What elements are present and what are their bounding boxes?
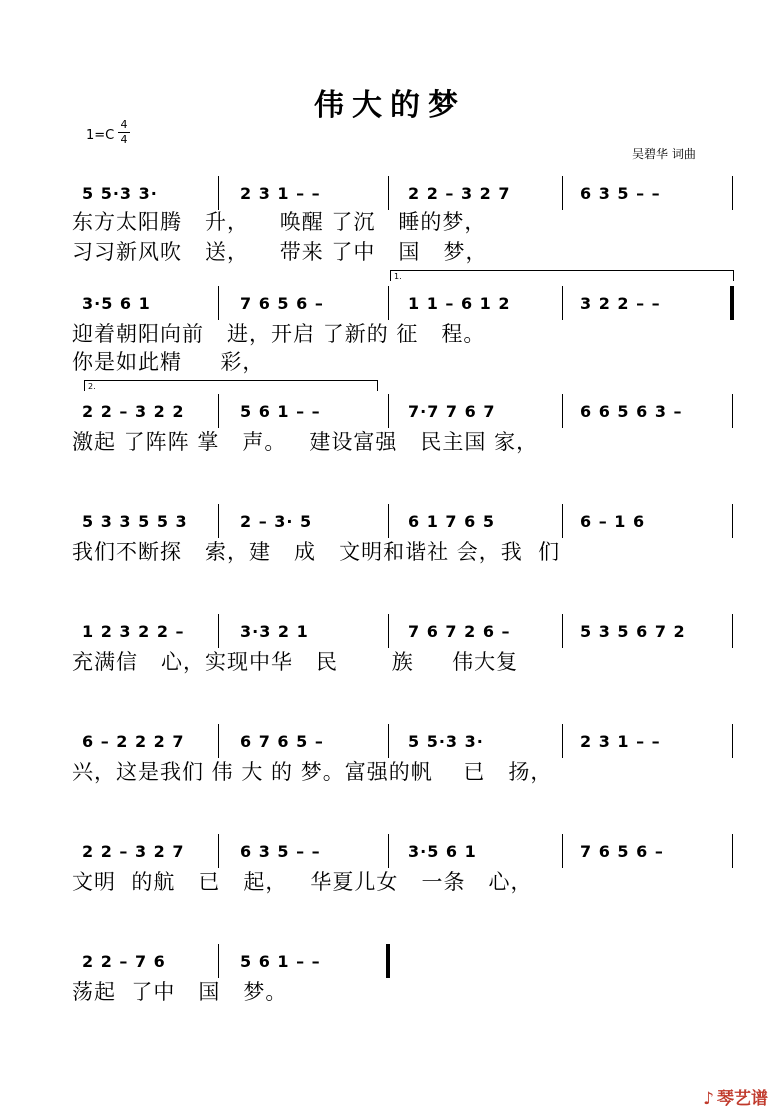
measure: 6 7 6 5 – <box>240 731 324 751</box>
measure: 2 3 1 – – <box>580 731 661 751</box>
site-logo <box>703 1084 768 1109</box>
barline <box>732 394 733 428</box>
measure: 2 – 3· 5 <box>240 511 313 531</box>
barline <box>388 394 389 428</box>
measure: 7 6 7 2 6 – <box>408 621 511 641</box>
barline <box>218 944 219 978</box>
barline <box>388 614 389 648</box>
measure: 5 5·3 3· <box>408 731 484 751</box>
measure: 2 3 1 – – <box>240 183 321 203</box>
barline <box>218 176 219 210</box>
barline <box>562 176 563 210</box>
barline <box>732 614 733 648</box>
barline <box>218 286 219 320</box>
lyric-line: 你是如此精 彩， <box>72 350 265 374</box>
barline <box>388 724 389 758</box>
barline <box>562 394 563 428</box>
volta-label: 2. <box>88 382 96 391</box>
volta-bracket-1 <box>390 270 734 281</box>
barline <box>218 504 219 538</box>
measure: 1 2 3 2 2 – <box>82 621 185 641</box>
volta-bracket-2 <box>84 380 378 391</box>
lyric-line: 荡起 了中 国 梦。 <box>72 980 288 1004</box>
lyric-line: 习习新风吹 送， 带来 了中 国 梦， <box>72 240 488 264</box>
measure: 5 5·3 3· <box>82 183 158 203</box>
measure: 5 3 3 5 5 3 <box>82 511 188 531</box>
barline <box>388 286 389 320</box>
meter-numerator: 4 <box>120 118 128 131</box>
measure: 6 3 5 – – <box>580 183 661 203</box>
measure: 5 6 1 – – <box>240 951 321 971</box>
repeat-barline <box>730 286 734 320</box>
barline <box>732 176 733 210</box>
measure: 6 – 2 2 2 7 <box>82 731 185 751</box>
measure: 2 2 – 7 6 <box>82 951 166 971</box>
barline <box>218 834 219 868</box>
measure: 5 3 5 6 7 2 <box>580 621 686 641</box>
measure: 3·5 6 1 <box>82 293 151 313</box>
measure: 2 2 – 3 2 7 <box>82 841 185 861</box>
logo-mark-icon: ♪ <box>703 1089 714 1109</box>
measure: 5 6 1 – – <box>240 401 321 421</box>
time-signature <box>118 118 130 147</box>
lyric-line: 我们不断探 索，建 成 文明和谐社 会，我 们 <box>72 540 561 564</box>
volta-label: 1. <box>394 272 402 281</box>
lyric-line: 激起 了阵阵 掌 声。 建设富强 民主国 家， <box>72 430 539 454</box>
measure: 1 1 – 6 1 2 <box>408 293 511 313</box>
logo-text: 琴艺谱 <box>717 1089 768 1109</box>
barline <box>732 504 733 538</box>
lyric-line: 东方太阳腾 升， 唤醒 了沉 睡的梦， <box>72 210 487 234</box>
barline <box>562 504 563 538</box>
measure: 6 1 7 6 5 <box>408 511 495 531</box>
composer-credit: 吴碧华 词曲 <box>632 147 696 161</box>
measure: 7 6 5 6 – <box>240 293 324 313</box>
barline <box>218 394 219 428</box>
key-signature: 1=C <box>86 128 115 143</box>
barline <box>388 504 389 538</box>
barline <box>218 614 219 648</box>
measure: 2 2 – 3 2 7 <box>408 183 511 203</box>
barline <box>562 286 563 320</box>
final-barline <box>386 944 390 978</box>
barline <box>562 834 563 868</box>
measure: 6 – 1 6 <box>580 511 646 531</box>
lyric-line: 充满信 心，实现中华 民 族 伟大复 <box>72 650 519 674</box>
measure: 3·5 6 1 <box>408 841 477 861</box>
measure: 2 2 – 3 2 2 <box>82 401 185 421</box>
lyric-line: 兴，这是我们 伟 大 的 梦。富强的帆 已 扬， <box>72 760 553 784</box>
barline <box>562 614 563 648</box>
measure: 6 6 5 6 3 – <box>580 401 683 421</box>
measure: 3 2 2 – – <box>580 293 661 313</box>
barline <box>388 176 389 210</box>
measure: 7·7 7 6 7 <box>408 401 496 421</box>
measure: 3·3 2 1 <box>240 621 309 641</box>
barline <box>562 724 563 758</box>
barline <box>218 724 219 758</box>
song-title: 伟大的梦 <box>314 88 466 123</box>
measure: 6 3 5 – – <box>240 841 321 861</box>
lyric-line: 文明 的航 已 起， 华夏儿女 一条 心， <box>72 870 533 894</box>
barline <box>732 834 733 868</box>
measure: 7 6 5 6 – <box>580 841 664 861</box>
barline <box>732 724 733 758</box>
meter-denominator: 4 <box>118 132 130 147</box>
barline <box>388 834 389 868</box>
lyric-line: 迎着朝阳向前 进，开启 了新的 征 程。 <box>72 322 486 346</box>
